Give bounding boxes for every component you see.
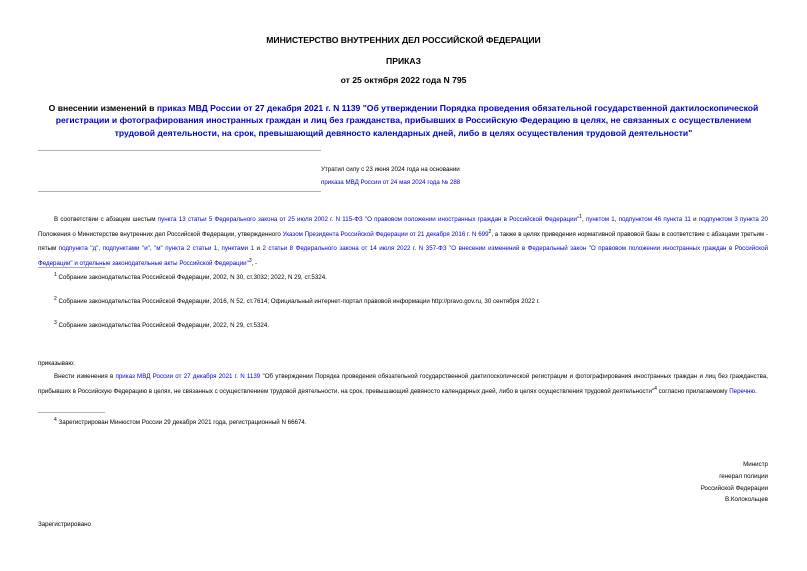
- footnote-mark: 4: [54, 417, 57, 423]
- prikazyvayu: приказываю:: [38, 360, 75, 367]
- signature-line-2: генерал полиции: [719, 472, 768, 480]
- footnote-text: Собрание законодательства Российской Федерации, 2016, N 52, ст.7614; Официальный интернет-портал правовой информации http://pravo.gov.ru, 30 сентября 2022 г.: [58, 298, 540, 306]
- signature-block: [701, 459, 768, 506]
- text: ,: [614, 216, 619, 224]
- status-note: [321, 163, 460, 189]
- text: Внести изменения в: [54, 373, 116, 380]
- text: и: [690, 216, 699, 224]
- title-link-order-1139[interactable]: приказ МВД России от 27 декабря 2021 г. N 1139 "Об утверждении Порядка проведения обязательной государственной дактилоскопической регистрации и фотографирования иностранных граждан и лиц без гражданства, прибывших в Российскую Федерацию в целях, не связанных с осуществлением трудовой деятельности, на срок, превышающий девяносто календарных дней, либо в целях осуществления трудовой деятельности": [55, 103, 759, 138]
- text: , -: [251, 260, 258, 268]
- text: согласно прилагаемому: [656, 388, 730, 396]
- text: ,: [98, 244, 103, 252]
- footnote-mark[interactable]: 3: [248, 258, 252, 265]
- footnote-2: [54, 296, 540, 305]
- footnote-mark[interactable]: 4: [654, 386, 657, 393]
- link-order-1139[interactable]: приказ МВД России от 27 декабря 2021 г. N 1139: [115, 373, 261, 380]
- signature-line-3: Российской Федерации: [700, 484, 768, 492]
- signature-name: В.Колокольцев: [725, 496, 768, 504]
- separator-line: [38, 150, 321, 151]
- status-link-order-288[interactable]: приказа МВД России от 24 мая 2024 года № 288: [321, 179, 461, 186]
- link-subpoint-3[interactable]: подпунктом 3 пункта 20: [698, 216, 768, 224]
- footnote-text: Зарегистрирован Минюстом России 29 декабря 2021 года, регистрационный N 66674.: [58, 419, 307, 427]
- text: ,: [581, 216, 586, 224]
- registered-label: Зарегистрировано: [38, 521, 91, 528]
- footnote-mark[interactable]: 1: [579, 214, 582, 220]
- footnote-1: [54, 272, 327, 281]
- footnote-4: [54, 417, 307, 426]
- document-date-number: от 25 октября 2022 года N 795: [340, 75, 467, 85]
- text: , а также в целях приведения нормативной правовой базы в соответствие с абзацами третьим - пятым: [38, 231, 768, 252]
- link-m-point-2[interactable]: "м" пункта 2 статьи 1: [154, 244, 218, 252]
- text: "Об утверждении Порядка проведения обязательной государственной дактилоскопической регистрации и фотографирования иностранных граждан и лиц без гражданства, прибывших в Российскую Федерацию в целях, не связанных с осуществлением трудовой деятельности, на срок, превышающий девяносто календарных дней, либо в целях осуществления трудовой деятельности": [38, 373, 768, 396]
- link-law-115[interactable]: пункта 13 статьи 5 Федерального закона от 25 июля 2002 г. N 115-ФЗ "О правовом положении иностранных граждан в Российской Федерации": [157, 216, 580, 224]
- signature-line-1: Министр: [743, 461, 768, 468]
- link-list[interactable]: Перечню: [729, 388, 756, 396]
- title-prefix: О внесении изменений в: [48, 103, 157, 113]
- text: В соответствии с абзацем шестым: [54, 216, 158, 224]
- footnote-mark: 1: [54, 272, 57, 278]
- text: ,: [149, 244, 155, 252]
- separator-line: [38, 191, 321, 192]
- text: и: [254, 244, 263, 252]
- text: ,: [217, 244, 222, 252]
- footnote-mark: 3: [54, 320, 57, 326]
- link-decree-699[interactable]: Указом Президента Российской Федерации от 21 декабря 2016 г. N 699: [282, 231, 489, 239]
- status-line-1: Утратил силу с 23 июня 2024 года на основании: [321, 166, 460, 173]
- text: .: [755, 388, 757, 396]
- document-type: ПРИКАЗ: [386, 56, 421, 66]
- footnote-text: Собрание законодательства Российской Федерации, 2002, N 30, ст.3032; 2022, N 29, ст.5324.: [58, 274, 327, 282]
- link-subpoint-46[interactable]: подпунктом 46 пункта 11: [618, 216, 691, 224]
- footnote-mark[interactable]: 2: [488, 229, 492, 236]
- footnote-separator: [38, 412, 105, 413]
- link-law-357[interactable]: 2 статьи 8 Федерального закона от 14 июля 2022 г. N 357-ФЗ "О внесении изменений в Федеральный закон "О правовом положении иностранных граждан в Российской Федерации" и отдельные законодательные акты Российской Федерации": [38, 244, 768, 268]
- document-title: [40, 102, 767, 139]
- link-subpoints-i[interactable]: подпунктами "и": [102, 244, 150, 252]
- footnote-separator: [38, 267, 105, 268]
- ministry-heading: МИНИСТЕРСТВО ВНУТРЕННИХ ДЕЛ РОССИЙСКОЙ ФЕДЕРАЦИИ: [266, 35, 541, 45]
- link-subpoint-d[interactable]: подпункта "д": [58, 244, 99, 252]
- link-point-1[interactable]: пунктом 1: [585, 216, 615, 224]
- text: Положения о Министерстве внутренних дел Российской Федерации, утвержденного: [38, 231, 283, 239]
- preamble-paragraph: [38, 211, 768, 270]
- footnote-mark: 2: [54, 296, 57, 302]
- link-points-1[interactable]: пунктами 1: [221, 244, 255, 252]
- footnote-text: Собрание законодательства Российской Федерации, 2022, N 29, ст.5324.: [58, 322, 270, 330]
- order-paragraph: [38, 370, 768, 399]
- footnote-3: [54, 320, 269, 329]
